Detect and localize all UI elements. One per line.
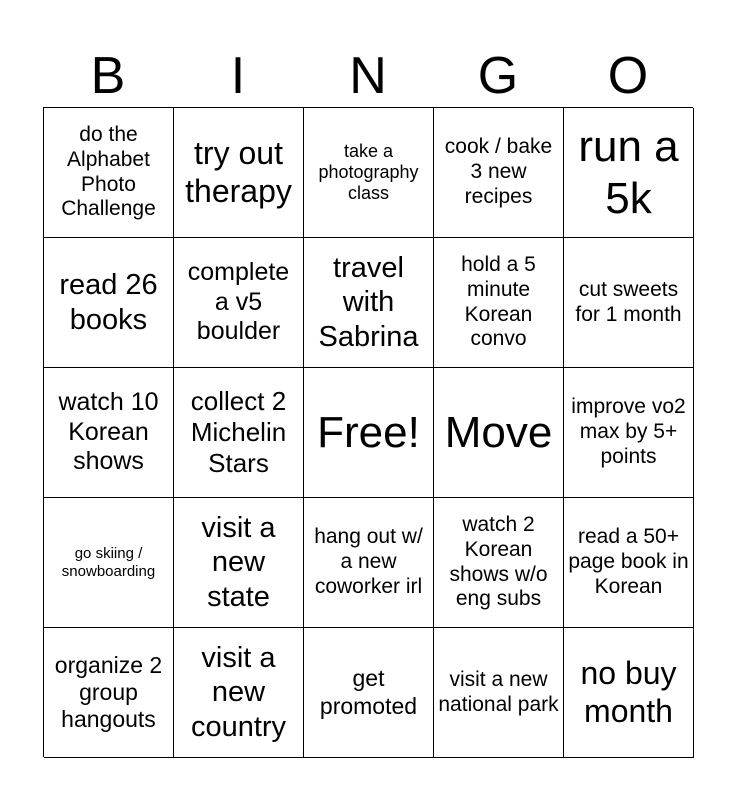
bingo-cell[interactable] (304, 368, 434, 498)
bingo-header (43, 45, 693, 107)
header-letter-g: G (477, 47, 519, 105)
bingo-cell-label: watch 10 Korean shows (58, 388, 159, 476)
bingo-cell-label: cut sweets for 1 month (575, 277, 682, 326)
bingo-cell[interactable] (174, 368, 304, 498)
bingo-cell[interactable] (174, 498, 304, 628)
bingo-cell[interactable] (44, 628, 174, 758)
bingo-cell-label: read 26 books (59, 269, 158, 336)
bingo-cell-label: travel with Sabrina (318, 252, 419, 353)
bingo-cell-label: watch 2 Korean shows w/o eng subs (449, 512, 548, 611)
bingo-cell-label: visit a new state (201, 512, 276, 613)
bingo-cell-label: visit a new national park (438, 667, 559, 716)
bingo-cell[interactable] (434, 368, 564, 498)
bingo-cell-label: Move (444, 407, 553, 457)
bingo-cell[interactable] (44, 368, 174, 498)
bingo-cell-label: hold a 5 minute Korean convo (461, 252, 536, 351)
bingo-cell-label: Free! (317, 407, 420, 457)
bingo-cell[interactable] (44, 238, 174, 368)
bingo-cell-label: collect 2 Michelin Stars (190, 386, 287, 478)
bingo-cell-label: cook / bake 3 new recipes (444, 135, 553, 208)
bingo-board (43, 107, 693, 757)
bingo-cell-label: do the Alphabet Photo Challenge (61, 122, 156, 221)
bingo-cell[interactable] (304, 628, 434, 758)
bingo-cell-label: take a photography class (318, 140, 419, 204)
header-letter-i: I (230, 47, 246, 105)
bingo-cell-label: get promoted (319, 665, 418, 719)
bingo-cell-label: try out therapy (185, 134, 292, 209)
bingo-cell-label: visit a new country (190, 642, 287, 743)
bingo-cell[interactable] (304, 498, 434, 628)
bingo-cell[interactable] (304, 108, 434, 238)
header-letter-b: B (90, 47, 126, 105)
bingo-cell[interactable] (434, 628, 564, 758)
bingo-cell[interactable] (564, 238, 694, 368)
bingo-cell[interactable] (44, 498, 174, 628)
bingo-cell[interactable] (564, 368, 694, 498)
bingo-cell[interactable] (174, 628, 304, 758)
bingo-cell[interactable] (44, 108, 174, 238)
bingo-cell-label: no buy month (580, 654, 677, 729)
bingo-cell-label: improve vo2 max by 5+ points (571, 395, 686, 468)
bingo-cell[interactable] (174, 238, 304, 368)
header-letter-o: O (607, 47, 649, 105)
bingo-cell-label: hang out w/ a new coworker irl (314, 525, 423, 598)
bingo-cell-label: organize 2 group hangouts (54, 651, 163, 733)
bingo-cell-label: complete a v5 boulder (187, 258, 290, 346)
bingo-cell-label: go skiing / snowboarding (61, 544, 156, 580)
bingo-cell[interactable] (434, 108, 564, 238)
bingo-cell[interactable] (564, 108, 694, 238)
bingo-cell[interactable] (434, 238, 564, 368)
bingo-cell[interactable] (564, 628, 694, 758)
bingo-cell[interactable] (434, 498, 564, 628)
bingo-cell[interactable] (174, 108, 304, 238)
bingo-cell[interactable] (304, 238, 434, 368)
bingo-cell-label: run a 5k (578, 121, 679, 223)
header-letter-n: N (349, 47, 387, 105)
bingo-cell-label: read a 50+ page book in Korean (568, 525, 689, 598)
bingo-cell[interactable] (564, 498, 694, 628)
